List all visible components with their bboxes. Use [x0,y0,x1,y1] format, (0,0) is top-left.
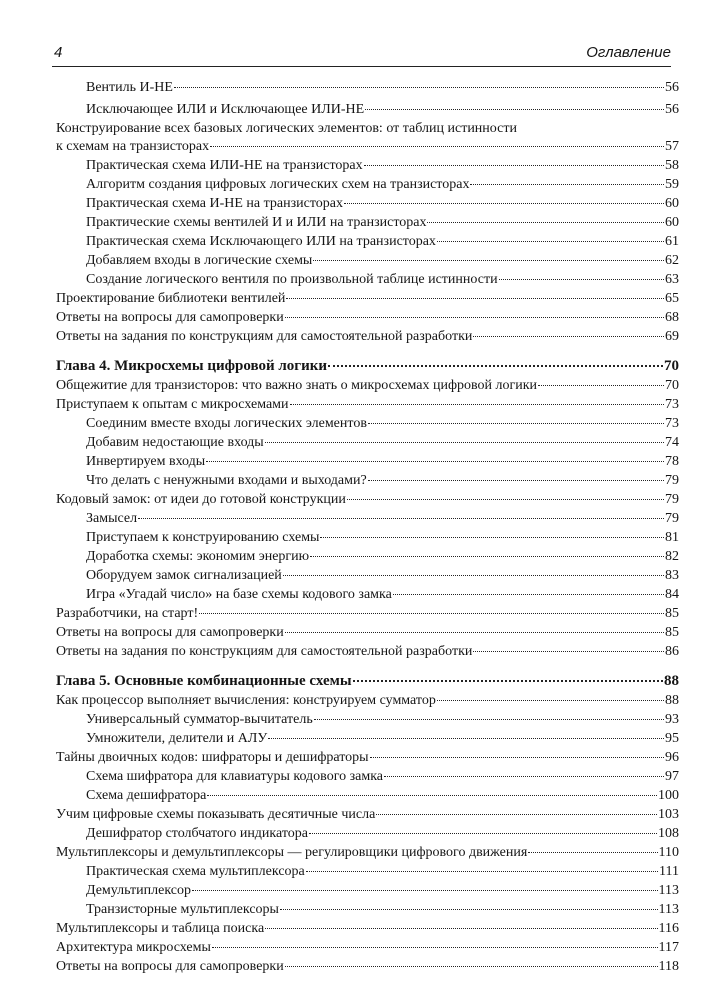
dot-leader [265,442,664,443]
toc-entry [86,195,679,213]
toc-entry-page: 60 [665,215,679,230]
dot-leader [328,365,663,367]
dot-leader [174,87,664,88]
toc-entry-page: 113 [658,883,679,898]
toc-entry [56,377,679,395]
dot-leader [283,575,664,576]
toc-entry-title: Добавляем входы в логические схемы [86,253,313,268]
toc-entry-page: 74 [665,435,679,450]
toc-entry [86,711,679,729]
toc-entry-page: 56 [665,102,679,117]
toc-entry-page: 70 [665,378,679,393]
dot-leader [368,423,664,424]
dot-leader [528,852,657,853]
toc-entry-title: Игра «Угадай число» на базе схемы кодового замка [86,587,392,602]
toc-entry-title: Ответы на задания по конструкциям для самостоятельной разработки [56,329,473,344]
toc-entry-title: Соединим вместе входы логических элементов [86,416,367,431]
toc-entry [86,233,679,251]
toc-entry-title: Ответы на вопросы для самопроверки [56,310,284,325]
toc-entry-page: 81 [665,530,679,545]
toc-entry [56,396,679,414]
toc-entry [86,882,679,900]
toc-entry [86,863,679,881]
toc-entry [86,453,679,471]
toc-entry-page: 70 [664,358,679,374]
toc-entry-page: 111 [659,864,679,879]
toc-entry [86,271,679,289]
toc-entry-page: 69 [665,329,679,344]
toc-entry-page: 79 [665,492,679,507]
toc-entry-page: 100 [658,788,679,803]
running-title: Оглавление [586,44,671,61]
toc-entry [86,901,679,919]
toc-entry-title: Кодовый замок: от идеи до готовой конструкции [56,492,346,507]
toc-entry [56,605,679,623]
toc-entry-page: 97 [665,769,679,784]
dot-leader [437,241,664,242]
toc-entry-page: 110 [658,845,679,860]
dot-leader [206,461,664,462]
toc-entry-title: Практические схемы вентилей И и ИЛИ на транзисторах [86,215,427,230]
toc-entry-title: Вентиль И-НЕ [86,80,173,95]
toc-entry-page: 82 [665,549,679,564]
toc-entry-page: 84 [665,587,679,602]
toc-entry-page: 85 [665,606,679,621]
dot-leader [393,594,664,595]
toc-entry-page: 118 [658,959,679,974]
toc-entry-page: 85 [665,625,679,640]
dot-leader [365,109,664,110]
toc-entry-title: Практическая схема Исключающего ИЛИ на транзисторах [86,234,436,249]
dot-leader [473,336,664,337]
toc-entry-title: Доработка схемы: экономим энергию [86,549,310,564]
toc-entry [86,510,679,528]
toc-entry-title: Общежитие для транзисторов: что важно знать о микросхемах цифровой логики [56,378,538,393]
toc-entry-title: Приступаем к опытам с микросхемами [56,397,289,412]
page-header [52,44,671,67]
toc-entry-title: Транзисторные мультиплексоры [86,902,279,917]
toc-entry-title: Что делать с ненужными входами и выходами? [86,473,367,488]
toc-entry-page: 78 [665,454,679,469]
toc-entry [56,749,679,767]
toc-entry [86,730,679,748]
toc-entry-page: 79 [665,511,679,526]
toc-entry [56,920,679,938]
toc-entry-page: 113 [658,902,679,917]
toc-entry-page: 61 [665,234,679,249]
toc-entry-page: 96 [665,750,679,765]
dot-leader [538,385,664,386]
toc-entry-page: 73 [665,416,679,431]
dot-leader [306,871,658,872]
toc-entry-page: 57 [665,139,679,154]
toc-entry [86,787,679,805]
toc-entry [86,472,679,490]
toc-entry-title: Ответы на задания по конструкциям для самостоятельной разработки [56,644,473,659]
dot-leader [313,260,664,261]
toc-entry-page: 83 [665,568,679,583]
toc-entry [86,825,679,843]
dot-leader [370,757,664,758]
toc-entry-page: 56 [665,80,679,95]
dot-leader [212,947,658,948]
toc-entry-title: Ответы на вопросы для самопроверки [56,959,284,974]
toc-entry-title: Добавим недостающие входы [86,435,264,450]
dot-leader [376,814,657,815]
dot-leader [310,556,664,557]
dot-leader [344,203,664,204]
toc-entry-page: 60 [665,196,679,211]
toc-entry-title: Приступаем к конструированию схемы [86,530,320,545]
toc-entry-title: Алгоритм создания цифровых логических схем на транзисторах [86,177,470,192]
toc-entry-page: 108 [658,826,679,841]
toc-entry-title: Создание логического вентиля по произвольной таблице истинности [86,272,498,287]
toc-entry-page: 93 [665,712,679,727]
toc-entry [86,567,679,585]
toc-entry [86,157,679,175]
toc-entry-title-line1: Конструирование всех базовых логических элементов: от таблиц истинности [56,121,517,136]
toc-entry-title: Оборудуем замок сигнализацией [86,568,282,583]
dot-leader [309,833,657,834]
dot-leader [210,146,664,147]
dot-leader [192,890,658,891]
toc-entry-page: 73 [665,397,679,412]
toc-entry-title: Практическая схема ИЛИ-НЕ на транзисторах [86,158,363,173]
toc-entry [86,214,679,232]
dot-leader [285,966,658,967]
toc-entry-title: Ответы на вопросы для самопроверки [56,625,284,640]
dot-leader [290,404,664,405]
toc-entry [86,252,679,270]
dot-leader [199,613,664,614]
page-number: 4 [54,44,63,61]
dot-leader [314,719,664,720]
toc-entry-page: 79 [665,473,679,488]
dot-leader [286,298,664,299]
toc-entry-page: 63 [665,272,679,287]
toc-entry-title: Тайны двоичных кодов: шифраторы и дешифраторы [56,750,369,765]
dot-leader [353,680,663,682]
dot-leader [437,700,664,701]
toc-entry [56,939,679,957]
toc-entry [56,491,679,509]
toc-entry-title: Практическая схема И-НЕ на транзисторах [86,196,344,211]
dot-leader [364,165,664,166]
toc-entry-title: Практическая схема мультиплексора [86,864,305,879]
toc-chapter-title: Глава 5. Основные комбинационные схемы [56,673,352,689]
toc-entry-title: Дешифратор столбчатого индикатора [86,826,309,841]
toc-entry-title: Учим цифровые схемы показывать десятичные числа [56,807,376,822]
toc-entry [86,79,679,97]
toc-entry-title: Универсальный сумматор-вычитатель [86,712,313,727]
toc-entry-title: Демультиплексор [86,883,191,898]
toc-entry-title: Разработчики, на старт! [56,606,199,621]
dot-leader [280,909,658,910]
toc-entry-title: Мультиплексоры и демультиплексоры — регулировщики цифрового движения [56,845,528,860]
toc-entry-page: 68 [665,310,679,325]
toc-entry-title: Схема шифратора для клавиатуры кодового замка [86,769,383,784]
toc-entry [56,643,679,661]
toc-entry-page: 95 [665,731,679,746]
dot-leader [320,537,664,538]
dot-leader [138,518,664,519]
dot-leader [499,279,664,280]
toc-entry-page: 117 [658,940,679,955]
toc-entry [56,806,679,824]
dot-leader [427,222,664,223]
toc-entry-title: к схемам на транзисторах [56,139,210,154]
toc-entry-title: Архитектура микросхемы [56,940,211,955]
dot-leader [473,651,664,652]
toc-entry-title: Умножители, делители и АЛУ [86,731,268,746]
dot-leader [347,499,664,500]
toc-entry-page: 103 [658,807,679,822]
toc-chapter-entry [56,357,679,375]
toc-entry [86,434,679,452]
toc-entry-title: Проектирование библиотеки вентилей [56,291,286,306]
toc-entry-title: Как процессор выполняет вычисления: конструируем сумматор [56,693,436,708]
toc-entry [86,176,679,194]
dot-leader [470,184,664,185]
toc-entry-title: Инвертируем входы [86,454,206,469]
dot-leader [285,317,664,318]
dot-leader [268,738,664,739]
toc-entry-page: 65 [665,291,679,306]
toc-entry [86,768,679,786]
dot-leader [265,928,657,929]
toc-entry [56,328,679,346]
toc-entry-title: Схема дешифратора [86,788,207,803]
toc-entry-title: Исключающее ИЛИ и Исключающее ИЛИ-НЕ [86,102,365,117]
toc-entry-page: 88 [664,673,679,689]
dot-leader [384,776,664,777]
toc-entry [86,548,679,566]
toc-entry-title: Замысел [86,511,138,526]
toc-entry [86,586,679,604]
dot-leader [207,795,657,796]
toc-entry [56,844,679,862]
dot-leader [285,632,664,633]
toc-entry-page: 116 [658,921,679,936]
toc-entry [86,415,679,433]
toc-entry [86,529,679,547]
toc-entry-page: 58 [665,158,679,173]
toc-entry [56,309,679,327]
toc-entry-page: 59 [665,177,679,192]
toc-entry [56,624,679,642]
dot-leader [368,480,664,481]
toc-entry-page: 62 [665,253,679,268]
toc-chapter-title: Глава 4. Микросхемы цифровой логики [56,358,328,374]
toc-entry-page: 86 [665,644,679,659]
toc-chapter-entry [56,672,679,690]
toc-entry-page: 88 [665,693,679,708]
toc-entry [86,101,679,119]
toc-entry [56,692,679,710]
toc-entry [56,290,679,308]
toc-entry [56,120,679,156]
toc-entry [56,958,679,976]
toc-entry-title: Мультиплексоры и таблица поиска [56,921,265,936]
